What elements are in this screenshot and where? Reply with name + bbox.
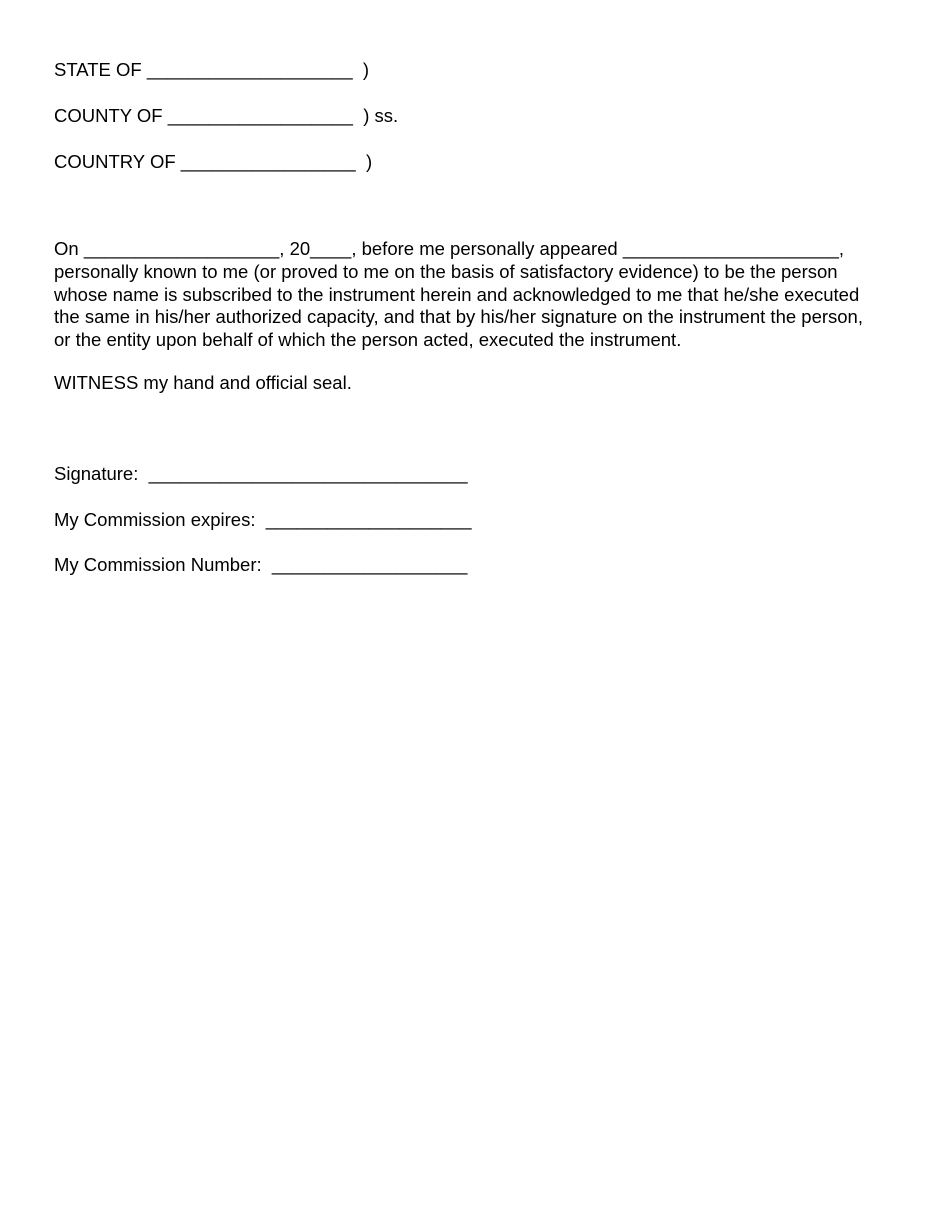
county-of-line: COUNTY OF __________________ ) ss.: [54, 105, 399, 126]
acknowledgment-line: personally known to me (or proved to me on the basis of satisfactory evidence) to be the person: [54, 260, 838, 282]
signature-line: Signature: _______________________________: [54, 463, 468, 484]
acknowledgment-paragraph: [54, 238, 904, 352]
commission-expires-line: My Commission expires: ____________________: [54, 509, 472, 530]
witness-statement: WITNESS my hand and official seal.: [54, 372, 352, 393]
state-of-line: STATE OF ____________________ ): [54, 59, 370, 80]
country-of-line: COUNTRY OF _________________ ): [54, 151, 373, 172]
acknowledgment-line: whose name is subscribed to the instrument herein and acknowledged to me that he/she executed: [54, 283, 860, 305]
acknowledgment-line: On ___________________, 20____, before me personally appeared _____________________,: [54, 238, 845, 259]
acknowledgment-line: or the entity upon behalf of which the person acted, executed the instrument.: [54, 329, 682, 351]
commission-number-line: My Commission Number: ___________________: [54, 554, 468, 575]
acknowledgment-line: the same in his/her authorized capacity, and that by his/her signature on the instrument the person,: [54, 306, 863, 328]
